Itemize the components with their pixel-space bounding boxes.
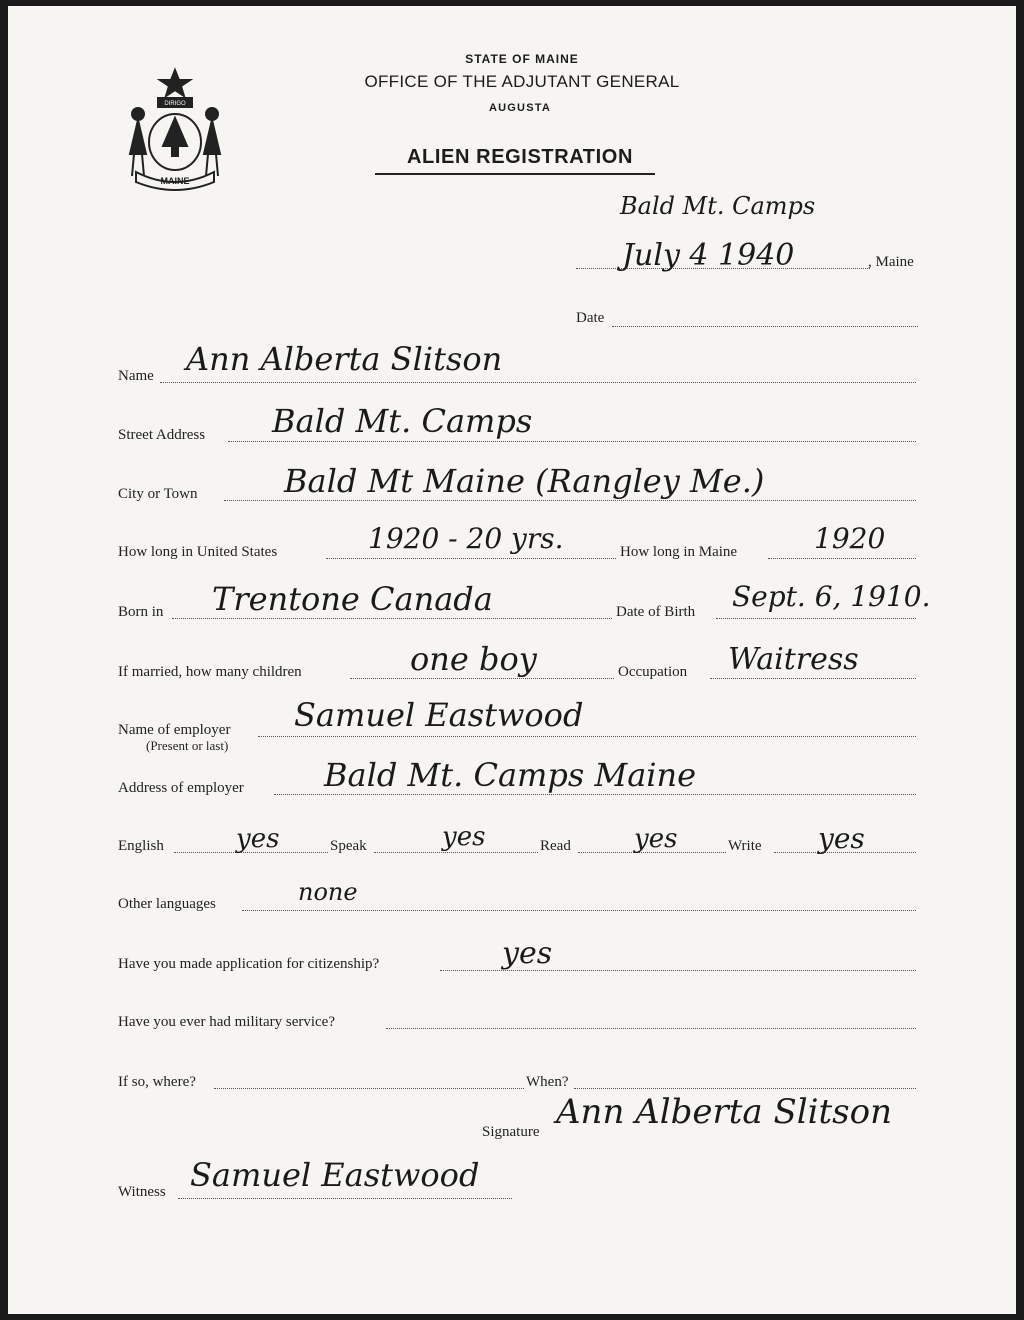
read-value: yes [634,824,678,854]
date-value: July 4 1940 [622,238,795,273]
city-label: City or Town [118,486,198,502]
city-value: Bald Mt Maine (Rangley Me.) [284,462,765,500]
dob-value: Sept. 6, 1910. [732,580,931,613]
when-label: When? [526,1074,569,1090]
name-line [160,382,916,383]
when-line [574,1088,916,1089]
state-heading: STATE OF MAINE [465,52,579,66]
dob-label: Date of Birth [616,604,696,620]
employer-value: Samuel Eastwood [294,696,584,734]
other-languages-value: none [298,878,358,906]
form-title: ALIEN REGISTRATION [407,146,633,168]
street-label: Street Address [118,427,206,443]
employer-label: Name of employer [118,722,231,738]
occupation-line [710,678,916,679]
office-heading: OFFICE OF THE ADJUTANT GENERAL [364,72,680,91]
where-label: If so, where? [118,1074,196,1090]
maine-suffix: , Maine [868,254,914,270]
write-value: yes [818,822,865,855]
date-line [612,326,918,327]
other-languages-label: Other languages [118,896,216,912]
witness-label: Witness [118,1184,166,1200]
how-long-us-label: How long in United States [118,544,278,560]
employer-sublabel: (Present or last) [146,738,229,753]
svg-text:MAINE: MAINE [160,176,190,186]
employer-address-value: Bald Mt. Camps Maine [324,756,697,794]
employer-address-label: Address of employer [118,780,244,796]
born-in-label: Born in [118,604,164,620]
english-label: English [118,838,164,854]
how-long-us-line [326,558,616,559]
signature-label: Signature [482,1124,540,1140]
born-in-line [172,618,612,619]
speak-line [374,852,538,853]
where-line [214,1088,524,1089]
military-line [386,1028,916,1029]
read-label: Read [540,838,571,854]
children-label: If married, how many children [118,664,302,680]
children-line [350,678,614,679]
dob-line [716,618,916,619]
military-label: Have you ever had military service? [118,1014,335,1030]
other-languages-line [242,910,916,911]
street-value: Bald Mt. Camps [272,402,533,440]
registration-form [8,6,1016,1314]
write-label: Write [728,838,762,854]
occupation-label: Occupation [618,664,688,680]
place-value: Bald Mt. Camps [620,192,816,220]
how-long-maine-value: 1920 [814,522,886,555]
signature-value: Ann Alberta Slitson [556,1092,892,1132]
speak-label: Speak [330,838,367,854]
title-underline [375,173,655,175]
how-long-maine-line [768,558,916,559]
date-label: Date [576,310,605,326]
speak-value: yes [442,822,486,852]
street-line [228,441,916,442]
how-long-maine-label: How long in Maine [620,544,738,560]
occupation-value: Waitress [728,642,859,677]
city-line [224,500,916,501]
svg-text:DIRIGO: DIRIGO [164,101,186,107]
english-value: yes [236,824,280,854]
citizenship-value: yes [502,936,553,971]
how-long-us-value: 1920 - 20 yrs. [368,522,564,555]
name-value: Ann Alberta Slitson [186,340,503,378]
employer-address-line [274,794,916,795]
name-label: Name [118,368,154,384]
born-in-value: Trentone Canada [212,580,493,618]
citizenship-label: Have you made application for citizenship? [118,956,380,972]
children-value: one boy [410,640,537,678]
employer-line [258,736,916,737]
city-heading: AUGUSTA [489,102,551,114]
witness-value: Samuel Eastwood [190,1156,480,1194]
witness-line [178,1198,512,1199]
